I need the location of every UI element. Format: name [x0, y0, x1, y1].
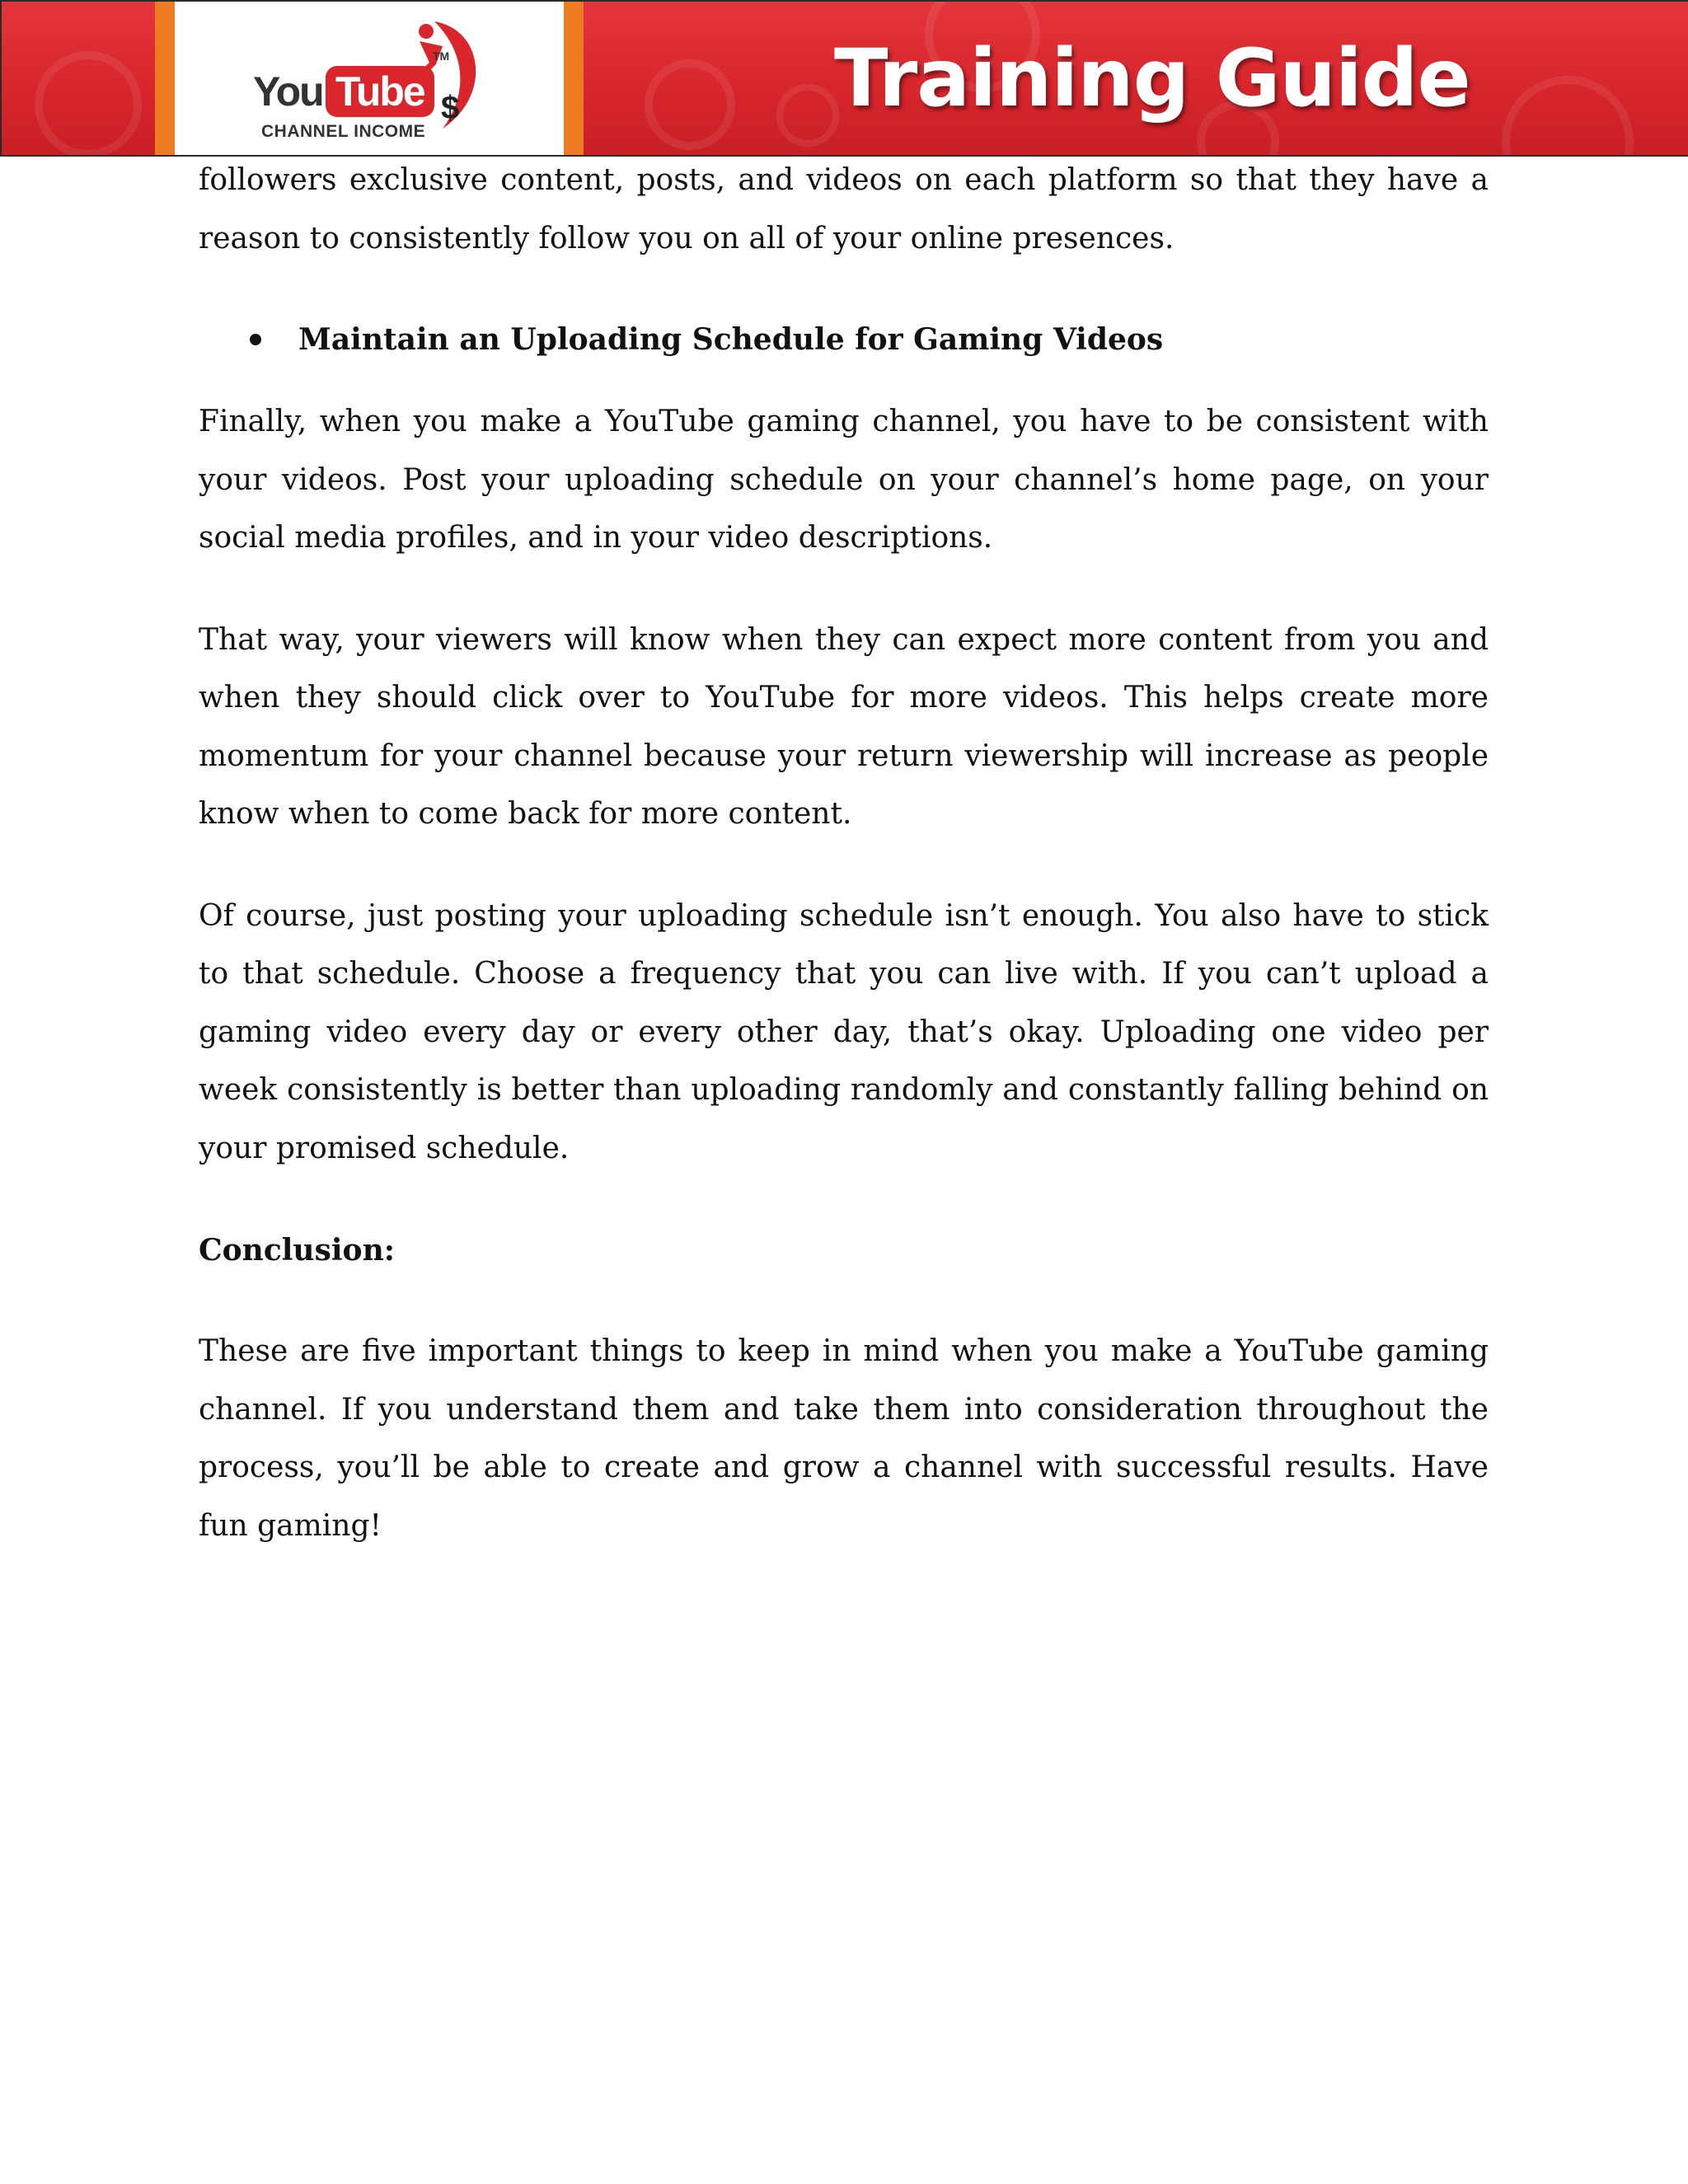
bullet-icon — [250, 334, 261, 345]
bullet-item — [199, 311, 1489, 368]
banner-decoration — [645, 59, 735, 150]
conclusion-paragraph: These are five important things to keep in mind when you make a YouTube gaming channel. If you understand them and take them into consideration throughout the process, you’ll be able to create and grow a channel with successful results. Have fun gaming! — [199, 1334, 1489, 1543]
svg-text:$: $ — [441, 90, 460, 126]
header-banner — [0, 0, 1688, 157]
logo-subtitle: CHANNEL INCOME — [261, 122, 426, 141]
body-paragraph: That way, your viewers will know when they can expect more content from you and when they should click over to YouTube for more videos. This helps create more momentum for your channel because your return viewership will increase as people know when to come back for more content. — [199, 622, 1489, 831]
logo-panel — [155, 2, 584, 155]
body-paragraph: Finally, when you make a YouTube gaming channel, you have to be consistent with your videos. Post your uploading schedule on your channel’s home page, on your social media profiles, and in your video descriptions. — [199, 405, 1489, 555]
youtube-channel-income-logo — [253, 13, 500, 145]
logo-tube-text: Tube — [326, 66, 434, 117]
logo-you-text: You — [253, 68, 323, 115]
page-title: Training Guide — [834, 32, 1470, 124]
banner-decoration — [1502, 76, 1634, 157]
banner-decoration — [776, 84, 839, 147]
body-paragraph: Of course, just posting your uploading schedule isn’t enough. You also have to stick to that schedule. Choose a frequency that you can live with. If you can’t upload a gaming video every day or every other day, that’s okay. Uploading one video per week consistently is better than uploading randomly and constantly falling behind on your promised schedule. — [199, 898, 1489, 1165]
intro-paragraph: followers exclusive content, posts, and videos on each platform so that they have a reason to consistently follow you on all of your online presences. — [199, 163, 1489, 255]
conclusion-heading: Conclusion: — [199, 1233, 396, 1268]
bullet-heading: Maintain an Uploading Schedule for Gaming Videos — [298, 322, 1164, 357]
document-body — [199, 152, 1489, 1599]
banner-decoration — [35, 51, 142, 157]
logo-trademark: TM — [433, 49, 450, 63]
